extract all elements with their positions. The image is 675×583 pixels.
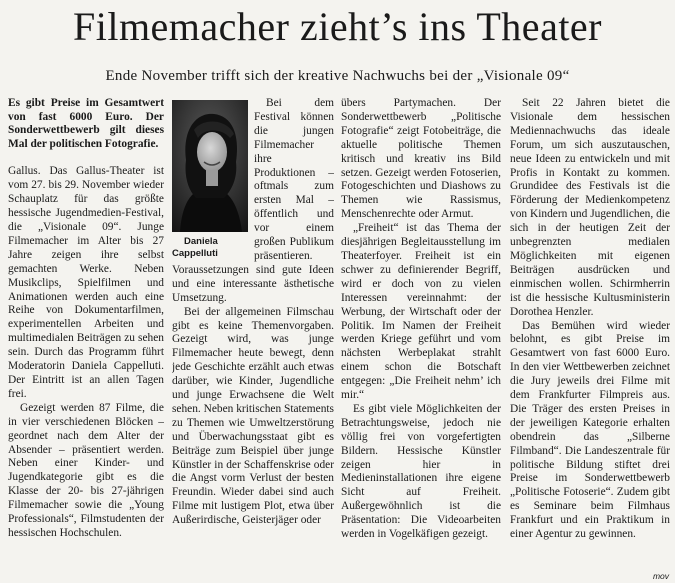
article-column-1 — [8, 97, 164, 581]
author-credit: mov — [652, 571, 669, 581]
body-paragraph: Gallus. Das Gallus-Theater ist vom 27. bis 29. November wieder Schauplatz für das größte hessische Jugendmedien-Festival, die „Visionale 09“. Junge Filmemacher im Alter bis 27 Jahre zeigen ihre selbst gemachten Werke. Neben Musikclips, Spielfilmen und Animationen werden auch eine Reihe von Dokumentarfilmen, experimentellen Arbeiten und multimedialen Beiträgen zu sehen sein. Durch das Programm führt Moderatorin Daniela Cappelluti. Der Eintritt ist an allen Tagen frei. — [8, 165, 164, 400]
portrait-photo — [172, 100, 248, 232]
body-paragraph: Das Bemühen wird wieder belohnt, es gibt Preise im Gesamtwert von fast 6000 Euro. In den vier Wettbewerben zeichnet die Jury jeweils drei Filme mit dem Frankfurter Filmpreis aus. Die Träger des ersten Preises in der jeweiligen Kategorie erhalten obendrein das „Silberne Filmband“. Die Landeszentrale für politische Bildung stiftet drei Preise im Sonderwettbewerb „Politische Fotoserie“. Zudem gibt es Seminare beim Filmhaus Frankfurt und ein Praktikum in einer Agentur zu gewinnen. — [510, 319, 670, 541]
body-paragraph: Gezeigt werden 87 Filme, die in vier verschiedenen Blöcken – geordnet nach dem Alter der Absender – präsentiert werden. Neben einer Kinder- und Jugendkategorie gibt es die Klasse der 20- bis 27-jährigen Filmemacher sowie die „Young Professionals“, Filmstudenten der hessischen Hochschulen. — [8, 401, 164, 539]
photo-block — [172, 100, 248, 260]
body-paragraph: Seit 22 Jahren bietet die Visionale dem hessischen Mediennachwuchs das ideale Forum, um sich auszutauschen, neue Ideen zu entwickeln und mit Profis in Kontakt zu kommen. Grundidee des Festivals ist die Förderung der Medienkompetenz von Kindern und Jugendlichen, die sich in der heutigen Zeit der unbegrenzten medialen Möglichkeiten mit eigenen Beiträgen ausdrücken und einmischen wollen. Schirmherrin ist die hessische Kultusministerin Dorothea Henzler. — [510, 97, 670, 318]
article-column-4 — [510, 97, 670, 581]
subline: Ende November trifft sich der kreative Nachwuchs bei der „Visionale 09“ — [105, 68, 570, 84]
body-paragraph: Bei der allgemeinen Filmschau gibt es keine Themenvorgaben. Gezeigt wird, was junge Filmemacher heute bewegt, denn jede Geschichte erzählt auch etwas darüber, wie Kinder, Jugendliche und junge Erwachsene die Welt sehen. Neben kritischen Statements zu Themen wie Umweltzerstörung und Überwachungsstaat gibt es Beiträge zum Beispiel über junge Künstler in der Schaffenskrise oder die Angst vorm Verlust der besten Freundin. Wieder dabei sind auch Filme mit lustigem Plot, etwa über Außerirdische, Geisterjäger oder — [172, 305, 334, 527]
photo-caption: Daniela Cappelluti — [172, 236, 218, 259]
article-column-3 — [341, 97, 501, 581]
article-column-2 — [172, 97, 334, 581]
body-paragraph: Es gibt viele Möglichkeiten der Betrachtungsweise, jedoch nie völlig frei von vorgefertigten Bildern. Hessische Künstler zeigen hier in Medieninstallationen ihre eigene Sicht auf Freiheit. Außergewöhnlich ist die Präsentation: Die Videoarbeiten werden in Vogelkäfigen gezeigt. — [341, 402, 501, 541]
lead-paragraph: Es gibt Preise im Gesamtwert von fast 6000 Euro. Der Sonderwettbewerb gilt dieses Mal der politischen Fotografie. — [8, 97, 164, 150]
body-paragraph: übers Partymachen. Der Sonderwettbewerb „Politische Fotografie“ zeigt Fotobeiträge, die aktuelle politische Themen kritisch und kreativ ins Bild setzen. Gezeigt werden Fotoserien, Fotogeschichten und Diashows zu Themen wie Rassismus, Menschenrechte oder Armut. — [341, 97, 501, 221]
body-paragraph — [172, 97, 334, 306]
headline: Filmemacher zieht’s ins Theater — [72, 4, 603, 49]
body-paragraph: „Freiheit“ ist das Thema der diesjährigen Begleitausstellung im Theaterfoyer. Freiheit ist ein schwer zu definierender Begriff, wird er doch von zu vielen Interessen vereinnahmt: der Werbung, der Wirtschaft oder der Politik. Im Namen der Freiheit werden Kriege geführt und vom nächsten Werbeplakat strahlt einem schon die Botschaft entgegen: „Die Freiheit nehm’ ich mir.“ — [341, 222, 501, 402]
body-text: Bei dem Festival können die jungen Filmemacher ihre Produktionen – oftmals zum ersten Mal – öffentlich und vor einem großen Publikum präsentieren. Voraussetzungen sind gute Ideen und eine interessante ästhetische Umsetzung. — [172, 97, 334, 304]
